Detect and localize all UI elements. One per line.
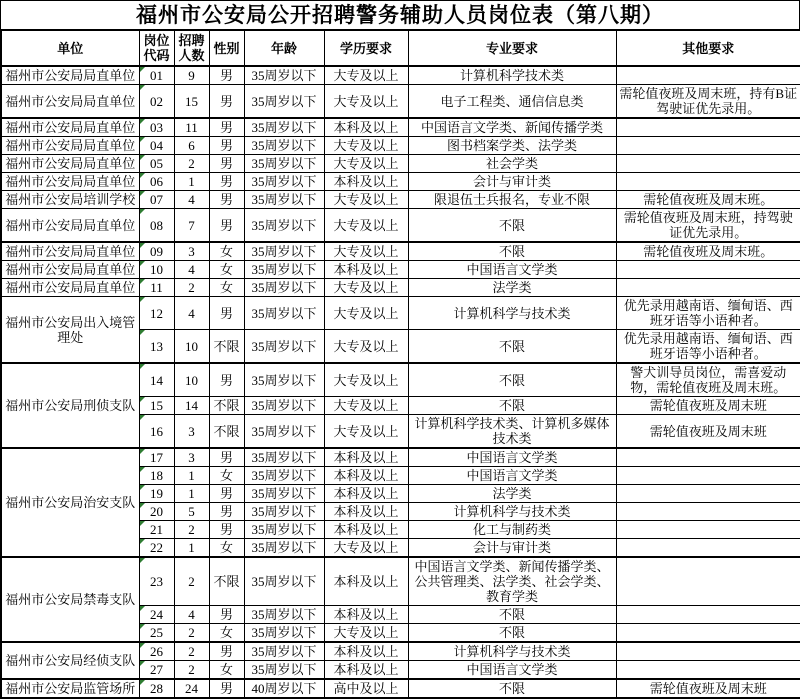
cell-flag-triangle-icon [140,558,145,563]
major-cell: 不限 [408,363,616,397]
other-cell [616,118,800,137]
major-cell: 中国语言文学类 [408,467,616,485]
age-cell: 35周岁以下 [244,297,324,330]
code-cell [139,521,174,539]
other-cell: 需轮值夜班及周末班，持驾驶证优先录用。 [616,209,800,243]
major-cell: 中国语言文学类 [408,661,616,680]
unit-cell: 福州市公安局监管场所 [1,679,139,698]
gender-cell: 女 [209,467,244,485]
code-text: 09 [150,244,163,259]
col-header-unit: 单位 [1,30,139,66]
col-header-code: 岗位代码 [139,30,174,66]
table-row [1,118,800,137]
age-cell: 40周岁以下 [244,679,324,698]
count-cell: 7 [174,209,209,243]
major-cell: 计算机科学与技术类 [408,642,616,661]
education-cell: 大专及以上 [324,279,408,297]
gender-cell: 女 [209,539,244,558]
age-cell: 35周岁以下 [244,624,324,643]
gender-cell: 女 [209,661,244,680]
table-row [1,261,800,279]
code-cell [139,448,174,467]
code-text: 23 [150,574,163,589]
gender-cell: 不限 [209,330,244,364]
major-cell: 中国语言文学类、新闻传播学类、公共管理类、法学类、社会学类、教育学类 [408,557,616,606]
code-cell [139,624,174,643]
code-cell [139,242,174,261]
code-cell [139,66,174,85]
col-header-major: 专业要求 [408,30,616,66]
age-cell: 35周岁以下 [244,118,324,137]
other-cell [616,557,800,606]
other-cell [616,503,800,521]
count-cell: 5 [174,503,209,521]
unit-cell: 福州市公安局局直单位 [1,66,139,85]
unit-cell: 福州市公安局刑侦支队 [1,363,139,448]
education-cell: 大专及以上 [324,330,408,364]
count-cell: 9 [174,66,209,85]
cell-flag-triangle-icon [140,539,145,544]
major-cell: 计算机科学与技术类 [408,297,616,330]
cell-flag-triangle-icon [140,415,145,420]
count-cell: 11 [174,118,209,137]
education-cell: 大专及以上 [324,539,408,558]
code-text: 07 [150,192,163,207]
code-text: 18 [150,468,163,483]
cell-flag-triangle-icon [140,261,145,266]
code-cell [139,297,174,330]
unit-cell: 福州市公安局禁毒支队 [1,557,139,642]
major-cell: 不限 [408,679,616,698]
age-cell: 35周岁以下 [244,66,324,85]
education-cell: 本科及以上 [324,485,408,503]
col-header-age: 年龄 [244,30,324,66]
age-cell: 35周岁以下 [244,279,324,297]
table-row [1,155,800,173]
other-cell: 需轮值夜班及周末班。 [616,242,800,261]
code-cell [139,173,174,191]
major-cell: 图书档案学类、法学类 [408,137,616,155]
header-row [1,30,800,66]
age-cell: 35周岁以下 [244,606,324,624]
age-cell: 35周岁以下 [244,485,324,503]
age-cell: 35周岁以下 [244,557,324,606]
count-cell: 4 [174,606,209,624]
age-cell: 35周岁以下 [244,209,324,243]
cell-flag-triangle-icon [140,155,145,160]
age-cell: 35周岁以下 [244,415,324,449]
age-cell: 35周岁以下 [244,661,324,680]
table-row [1,679,800,698]
major-cell: 不限 [408,606,616,624]
cell-flag-triangle-icon [140,279,145,284]
code-text: 16 [150,423,163,439]
education-cell: 大专及以上 [324,66,408,85]
code-text: 04 [150,138,163,153]
count-cell: 4 [174,261,209,279]
code-cell [139,330,174,364]
other-cell: 需轮值夜班及周末班 [616,397,800,415]
education-cell: 大专及以上 [324,397,408,415]
table-row [1,173,800,191]
recruitment-positions-table [0,29,800,699]
code-text: 01 [150,68,163,83]
age-cell: 35周岁以下 [244,539,324,558]
code-cell [139,155,174,173]
count-cell: 3 [174,448,209,467]
gender-cell: 女 [209,279,244,297]
cell-flag-triangle-icon [140,643,145,648]
education-cell: 本科及以上 [324,606,408,624]
cell-flag-triangle-icon [140,364,145,369]
other-cell [616,521,800,539]
major-cell: 不限 [408,242,616,261]
count-cell: 10 [174,363,209,397]
gender-cell: 男 [209,66,244,85]
education-cell: 本科及以上 [324,661,408,680]
cell-flag-triangle-icon [140,85,145,90]
other-cell: 需轮值夜班及周末班。 [616,191,800,209]
gender-cell: 男 [209,363,244,397]
unit-cell: 福州市公安局培训学校 [1,191,139,209]
age-cell: 35周岁以下 [244,155,324,173]
age-cell: 35周岁以下 [244,642,324,661]
major-cell: 不限 [408,624,616,643]
count-cell: 14 [174,397,209,415]
gender-cell: 男 [209,209,244,243]
unit-cell: 福州市公安局经侦支队 [1,642,139,679]
cell-flag-triangle-icon [140,297,145,302]
col-header-count: 招聘人数 [174,30,209,66]
major-cell: 法学类 [408,485,616,503]
table-row [1,209,800,243]
code-text: 19 [150,486,163,501]
count-cell: 3 [174,242,209,261]
gender-cell: 不限 [209,415,244,449]
cell-flag-triangle-icon [140,119,145,124]
table-row [1,85,800,119]
code-text: 11 [150,280,163,295]
code-cell [139,679,174,698]
other-cell [616,661,800,680]
cell-flag-triangle-icon [140,485,145,490]
count-cell: 2 [174,155,209,173]
unit-cell: 福州市公安局局直单位 [1,85,139,119]
code-cell [139,539,174,558]
code-text: 25 [150,625,163,640]
code-text: 10 [150,262,163,277]
gender-cell: 男 [209,191,244,209]
unit-cell: 福州市公安局治安支队 [1,448,139,557]
other-cell [616,606,800,624]
other-cell [616,448,800,467]
age-cell: 35周岁以下 [244,242,324,261]
code-cell [139,467,174,485]
code-cell [139,415,174,449]
code-cell [139,557,174,606]
major-cell: 中国语言文学类 [408,261,616,279]
cell-flag-triangle-icon [140,330,145,335]
gender-cell: 男 [209,679,244,698]
code-cell [139,606,174,624]
code-text: 15 [150,398,163,413]
age-cell: 35周岁以下 [244,330,324,364]
code-text: 21 [150,522,163,537]
unit-cell: 福州市公安局出入境管理处 [1,297,139,364]
other-cell [616,279,800,297]
major-cell: 电子工程类、通信信息类 [408,85,616,119]
major-cell: 会计与审计类 [408,539,616,558]
code-text: 20 [150,504,163,519]
education-cell: 高中及以上 [324,679,408,698]
education-cell: 本科及以上 [324,173,408,191]
col-header-education: 学历要求 [324,30,408,66]
education-cell: 大专及以上 [324,624,408,643]
code-cell [139,485,174,503]
other-cell [616,624,800,643]
age-cell: 35周岁以下 [244,85,324,119]
age-cell: 35周岁以下 [244,363,324,397]
cell-flag-triangle-icon [140,680,145,685]
gender-cell: 男 [209,173,244,191]
cell-flag-triangle-icon [140,606,145,611]
count-cell: 2 [174,557,209,606]
major-cell: 法学类 [408,279,616,297]
code-cell [139,503,174,521]
code-text: 03 [150,120,163,135]
age-cell: 35周岁以下 [244,137,324,155]
education-cell: 大专及以上 [324,191,408,209]
education-cell: 大专及以上 [324,415,408,449]
gender-cell: 女 [209,624,244,643]
age-cell: 35周岁以下 [244,503,324,521]
gender-cell: 女 [209,261,244,279]
code-cell [139,118,174,137]
other-cell: 优先录用越南语、缅甸语、西班牙语等小语种者。 [616,297,800,330]
other-cell [616,173,800,191]
unit-cell: 福州市公安局局直单位 [1,209,139,243]
other-cell [616,467,800,485]
count-cell: 2 [174,624,209,643]
count-cell: 1 [174,173,209,191]
unit-cell: 福州市公安局局直单位 [1,155,139,173]
gender-cell: 男 [209,137,244,155]
major-cell: 中国语言文学类 [408,448,616,467]
count-cell: 4 [174,191,209,209]
cell-flag-triangle-icon [140,209,145,214]
code-text: 17 [150,450,163,465]
cell-flag-triangle-icon [140,137,145,142]
count-cell: 1 [174,539,209,558]
col-header-other: 其他要求 [616,30,800,66]
count-cell: 2 [174,521,209,539]
cell-flag-triangle-icon [140,243,145,248]
count-cell: 2 [174,661,209,680]
education-cell: 大专及以上 [324,85,408,119]
other-cell [616,539,800,558]
code-text: 05 [150,156,163,171]
major-cell: 会计与审计类 [408,173,616,191]
cell-flag-triangle-icon [140,191,145,196]
education-cell: 本科及以上 [324,503,408,521]
other-cell [616,137,800,155]
gender-cell: 男 [209,606,244,624]
code-cell [139,661,174,680]
count-cell: 1 [174,467,209,485]
table-row [1,191,800,209]
gender-cell: 男 [209,155,244,173]
cell-flag-triangle-icon [140,661,145,666]
gender-cell: 男 [209,85,244,119]
page-title: 福州市公安局公开招聘警务辅助人员岗位表（第八期） [0,0,800,29]
gender-cell: 男 [209,297,244,330]
unit-cell: 福州市公安局局直单位 [1,118,139,137]
cell-flag-triangle-icon [140,397,145,402]
code-text: 13 [150,338,163,354]
col-header-gender: 性别 [209,30,244,66]
age-cell: 35周岁以下 [244,261,324,279]
count-cell: 1 [174,485,209,503]
gender-cell: 男 [209,485,244,503]
gender-cell: 女 [209,242,244,261]
code-cell [139,397,174,415]
code-text: 24 [150,607,163,622]
count-cell: 24 [174,679,209,698]
count-cell: 10 [174,330,209,364]
code-text: 12 [150,305,163,321]
major-cell: 计算机科学技术类、计算机多媒体技术类 [408,415,616,449]
education-cell: 本科及以上 [324,261,408,279]
gender-cell: 男 [209,503,244,521]
code-cell [139,137,174,155]
cell-flag-triangle-icon [140,467,145,472]
code-text: 08 [150,217,163,233]
table-row [1,137,800,155]
table-row [1,557,800,606]
age-cell: 35周岁以下 [244,191,324,209]
table-row [1,642,800,661]
major-cell: 社会学类 [408,155,616,173]
table-row [1,448,800,467]
count-cell: 15 [174,85,209,119]
age-cell: 35周岁以下 [244,467,324,485]
age-cell: 35周岁以下 [244,397,324,415]
code-cell [139,85,174,119]
unit-cell: 福州市公安局局直单位 [1,261,139,279]
education-cell: 本科及以上 [324,467,408,485]
cell-flag-triangle-icon [140,173,145,178]
major-cell: 中国语言文学类、新闻传播学类 [408,118,616,137]
code-cell [139,261,174,279]
other-cell: 警犬训导员岗位，需喜爱动物，需轮值夜班及周末班。 [616,363,800,397]
table-row [1,363,800,397]
code-cell [139,363,174,397]
major-cell: 限退伍士兵报名，专业不限 [408,191,616,209]
other-cell: 需轮值夜班及周末班，持有B证驾驶证优先录用。 [616,85,800,119]
gender-cell: 男 [209,118,244,137]
code-cell [139,209,174,243]
education-cell: 大专及以上 [324,209,408,243]
major-cell: 不限 [408,209,616,243]
education-cell: 大专及以上 [324,242,408,261]
count-cell: 6 [174,137,209,155]
gender-cell: 男 [209,448,244,467]
table-row [1,242,800,261]
other-cell [616,485,800,503]
code-text: 26 [150,644,163,659]
education-cell: 本科及以上 [324,448,408,467]
gender-cell: 不限 [209,557,244,606]
gender-cell: 男 [209,521,244,539]
other-cell [616,155,800,173]
code-text: 28 [150,681,163,696]
code-cell [139,642,174,661]
table-row [1,297,800,330]
code-text: 27 [150,662,163,677]
major-cell: 化工与制药类 [408,521,616,539]
count-cell: 2 [174,279,209,297]
other-cell [616,642,800,661]
table-body [1,66,800,698]
table-header [1,30,800,66]
cell-flag-triangle-icon [140,67,145,72]
education-cell: 大专及以上 [324,363,408,397]
education-cell: 大专及以上 [324,155,408,173]
code-text: 22 [150,540,163,555]
count-cell: 2 [174,642,209,661]
count-cell: 4 [174,297,209,330]
other-cell [616,261,800,279]
code-text: 06 [150,174,163,189]
gender-cell: 不限 [209,397,244,415]
major-cell: 计算机科学技术类 [408,66,616,85]
unit-cell: 福州市公安局局直单位 [1,242,139,261]
unit-cell: 福州市公安局局直单位 [1,173,139,191]
education-cell: 大专及以上 [324,137,408,155]
code-text: 02 [150,93,163,109]
cell-flag-triangle-icon [140,503,145,508]
education-cell: 大专及以上 [324,297,408,330]
education-cell: 本科及以上 [324,521,408,539]
code-cell [139,191,174,209]
cell-flag-triangle-icon [140,521,145,526]
cell-flag-triangle-icon [140,449,145,454]
other-cell: 需轮值夜班及周末班 [616,415,800,449]
code-cell [139,279,174,297]
code-text: 14 [150,372,163,388]
table-row [1,279,800,297]
major-cell: 计算机科学与技术类 [408,503,616,521]
gender-cell: 男 [209,642,244,661]
other-cell: 优先录用越南语、缅甸语、西班牙语等小语种者。 [616,330,800,364]
cell-flag-triangle-icon [140,624,145,629]
education-cell: 本科及以上 [324,557,408,606]
major-cell: 不限 [408,330,616,364]
major-cell: 不限 [408,397,616,415]
unit-cell: 福州市公安局局直单位 [1,279,139,297]
count-cell: 3 [174,415,209,449]
age-cell: 35周岁以下 [244,521,324,539]
age-cell: 35周岁以下 [244,173,324,191]
unit-cell: 福州市公安局局直单位 [1,137,139,155]
table-row [1,66,800,85]
education-cell: 本科及以上 [324,642,408,661]
other-cell [616,66,800,85]
other-cell: 需轮值夜班及周末班 [616,679,800,698]
age-cell: 35周岁以下 [244,448,324,467]
education-cell: 本科及以上 [324,118,408,137]
